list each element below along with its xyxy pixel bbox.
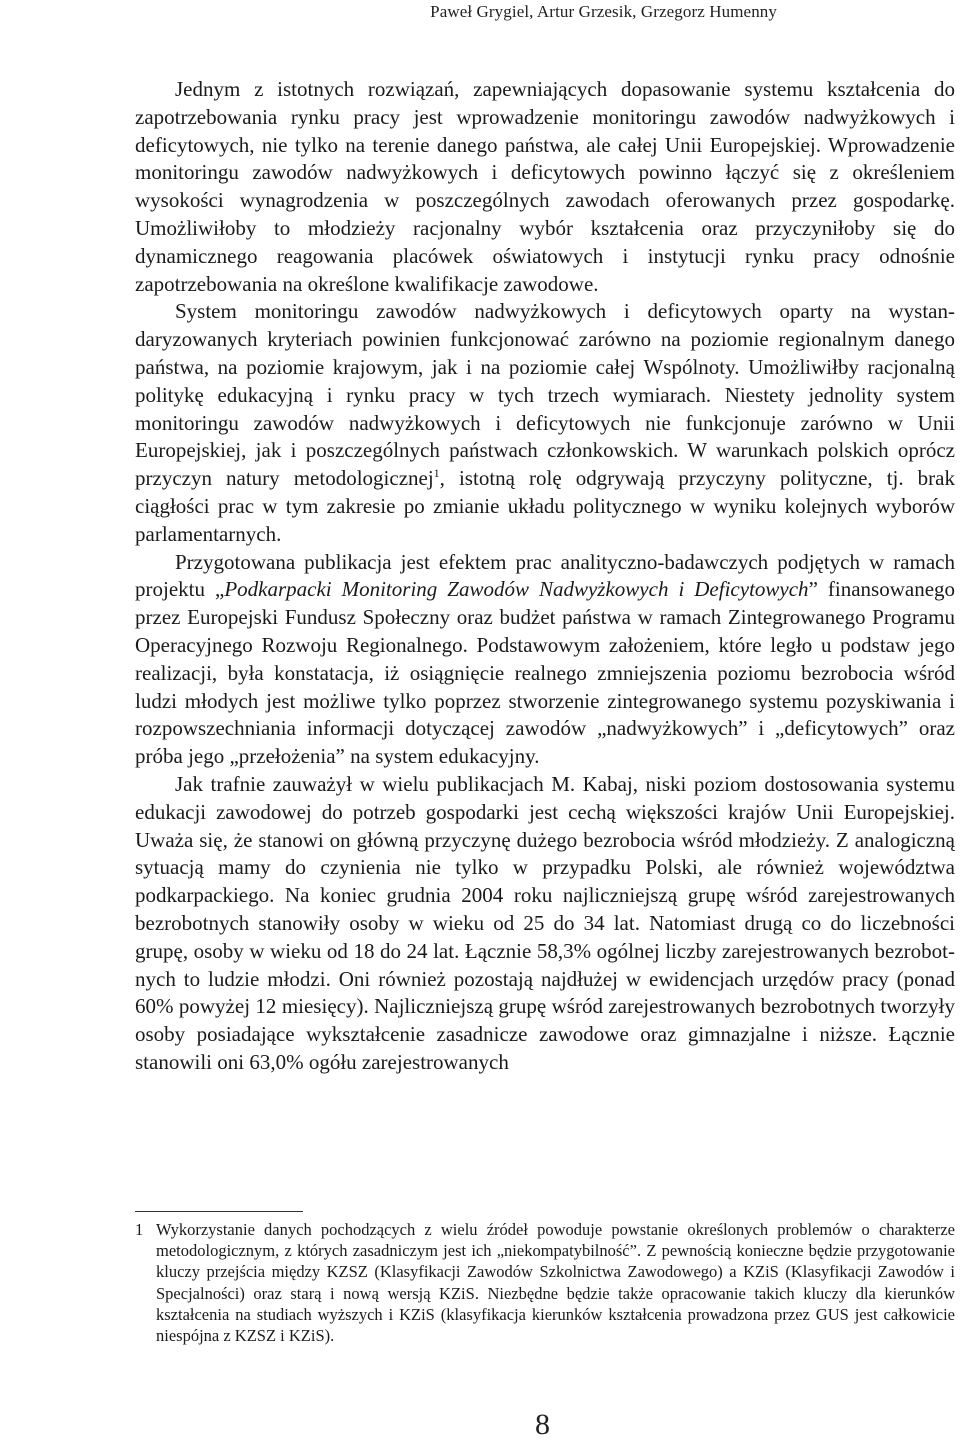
paragraph-3-part-b: ” finansowanego przez Europejski Fundusz Społeczny oraz budżet państwa w ramach Zintegrowanego Programu Operacyjnego Rozwoju Regionalnego. Podstawowym założeniem, które legło u podstaw jego realizacji, była konstatacja, iż osiągnięcie realnego zmniejszenia poziomu bezrobocia wśród ludzi młodych jest możliwe tylko poprzez stworzenie zintegrowanego systemu pozyskiwania i rozpowszechniania informacji dotyczącej zawodów „nadwyżkowych” i „deficytowych” oraz próba jego „przełożenia” na system edukacyjny. <box>135 577 956 769</box>
paragraph-4: Jak trafnie zauważył w wielu publikacjach M. Kabaj, niski poziom dostosowania systemu edukacji zawodowej do potrzeb gospodarki jest cechą większości krajów Unii Europejskiej. Uważa się, że stanowi on główną przyczynę dużego bezrobocia wśród młodzieży. Z analogiczną sytuacją mamy do czynienia nie tylko w przypadku Polski, ale również województwa podkarpackiego. Na koniec grudnia 2004 roku najliczniejszą grupę wśród zarejestrowanych bezrobotnych stanowiły osoby w wieku od 25 do 34 lat. Natomiast drugą co do liczebności grupę, osoby w wieku od 18 do 24 lat. Łącznie 58,3% ogólnej liczby zarejestrowanych bezrobotnych to ludzie młodzi. Oni również pozostają najdłużej w ewidencjach urzędów pracy (ponad 60% powyżej 12 miesięcy). Najliczniejszą grupę wśród zarejestrowanych bezrobotnych tworzyły osoby posiadające wykształcenie zasadnicze zawodowe oraz gimnazjalne i niższe. Łącznie stanowili oni 63,0% ogółu zarejestrowanych <box>135 771 955 1074</box>
paragraph-2-part-a: System monitoringu zawodów nadwyżkowych i deficytowych oparty na wystandaryzowanych kryteriach powinien funkcjonować zarówno na poziomie regionalnym danego państwa, na poziomie krajowym, jak i na poziomie całej Wspólnoty. Umożliwiłby racjonalną politykę edukacyjną i rynku pracy w tych trzech wymiarach. Niestety jednolity system monitoringu zawodów nadwyżkowych i deficytowych nie funkcjonuje zarówno w Unii Europejskiej, jak i poszczególnych państwach członkowskich. W warunkach polskich oprócz przyczyn natury metodologicznej <box>135 299 955 491</box>
footnote-reference[interactable]: 1 <box>433 466 440 481</box>
body-text <box>135 76 955 1077</box>
project-title: Podkarpacki Monitoring Zawodów Nadwyżkowych i Deficytowych <box>224 577 809 602</box>
paragraph-2 <box>135 298 955 548</box>
paragraph-2-part-b: , istotną rolę odgrywają przyczyny polityczne, tj. brak ciągłości prac w tym zakresie po zmianie układu politycznego w wyniku kolejnych wyborów parlamentarnych. <box>135 466 955 546</box>
footnote <box>135 1219 955 1346</box>
paragraph-3-part-a: Przygotowana publikacja jest efektem prac analityczno-badawczych podjętych w ramach projektu „ <box>135 549 955 602</box>
footnote-text: Wykorzystanie danych pochodzących z wielu źródeł powoduje powstanie określonych problemów o charakterze metodologicznym, z których zasadniczym jest ich „niekompatybilność”. Z pewnością konieczne będzie przygotowanie kluczy przejścia między KZSZ (Klasyfikacji Zawodów Szkolnictwa Zawodowego) a KZiS (Klasyfikacji Zawodów i Specjalności) oraz starą i nową wersją KZiS. Niezbędne będzie także opracowanie takich kluczy dla kierunków kształcenia na studiach wyższych i KZiS (klasyfikacja kierunków kształcenia prowadzona przez GUS jest całkowicie niespójna z KZSZ i KZiS). <box>156 1220 955 1346</box>
paragraph-1: Jednym z istotnych rozwiązań, zapewniających dopasowanie systemu kształcenia do zapotrzebowania rynku pracy jest wprowadzenie monitoringu zawodów nadwyżkowych i deficytowych, nie tylko na terenie danego państwa, ale całej Unii Europejskiej. Wprowadzenie monitoringu zawodów nadwyżkowych i deficytowych powinno łączyć się z określeniem wysokości wynagrodzenia w poszczególnych zawodach oferowanych przez gospodarkę. Umożliwiłoby to młodzieży racjonalny wybór kształcenia oraz przyczyniłoby się do dynamicznego reagowania placówek oświatowych i instytucji rynku pracy odnośnie zapotrzebowania na określone kwalifikacje zawodowe. <box>135 77 955 296</box>
footnote-separator <box>135 1211 303 1212</box>
footnote-number: 1 <box>135 1220 144 1239</box>
page-number: 8 <box>535 1408 550 1441</box>
running-header-authors: Paweł Grygiel, Artur Grzesik, Grzegorz Humenny <box>430 2 777 21</box>
paragraph-3 <box>135 549 955 771</box>
